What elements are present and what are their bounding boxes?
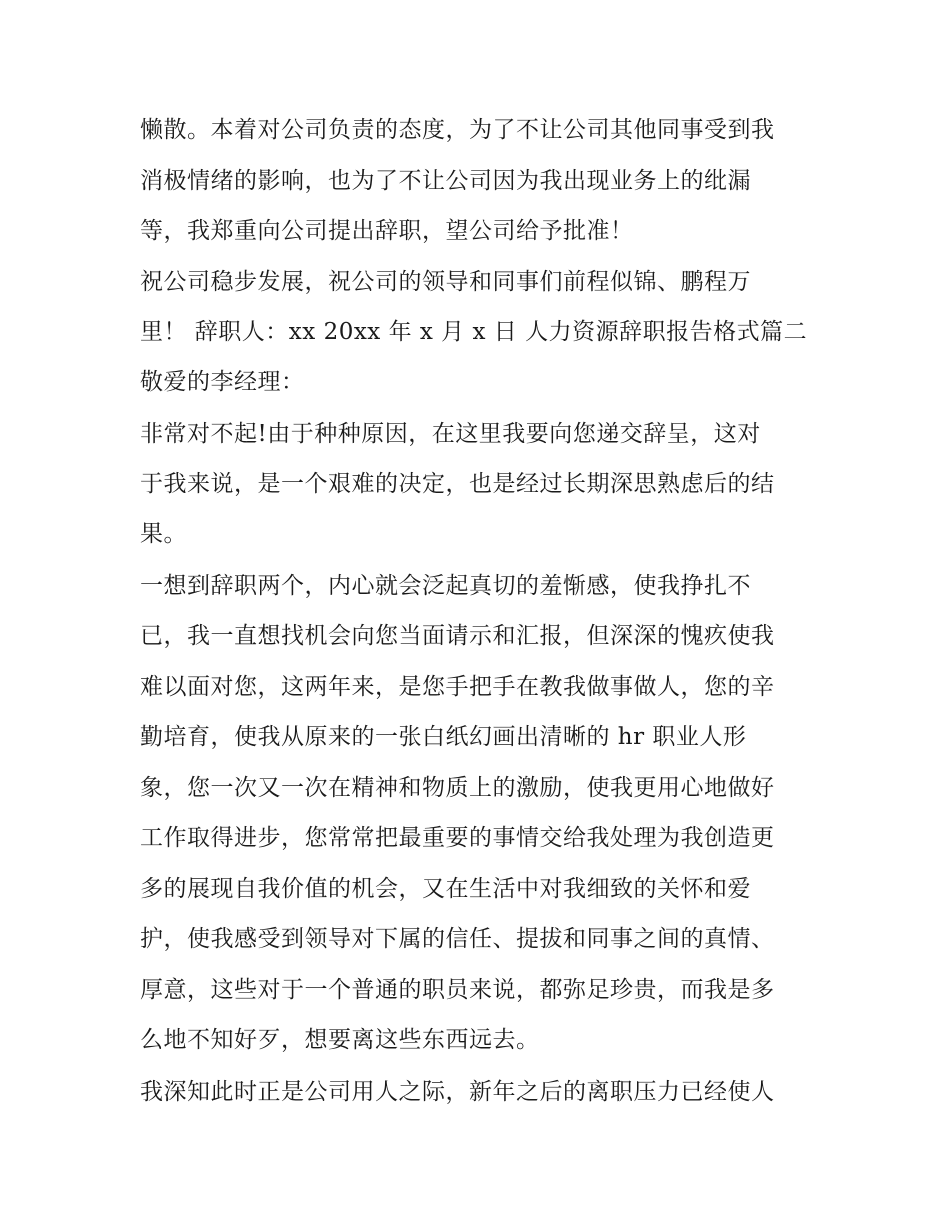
text-line: 果。 (140, 521, 187, 547)
text-line: 象，您一次又一次在精神和物质上的激励，使我更用心地做好 (140, 775, 775, 801)
text-line: 已，我一直想找机会向您当面请示和汇报，但深深的愧疚使我 (140, 623, 775, 649)
text-line: 我深知此时正是公司用人之际，新年之后的离职压力已经使人 (140, 1079, 775, 1105)
text-line: 消极情绪的影响，也为了不让公司因为我出现业务上的纰漏 (140, 168, 751, 194)
text-line: 祝公司稳步发展，祝公司的领导和同事们前程似锦、鹏程万 (140, 269, 751, 295)
salutation: 敬爱的李经理： (140, 369, 305, 395)
text-line: 里！ 辞职人：xx 20xx 年 x 月 x 日 人力资源辞职报告格式篇二 (140, 319, 808, 345)
text-line: 懒散。本着对公司负责的态度，为了不让公司其他同事受到我 (140, 117, 775, 143)
text-line: 厚意，这些对于一个普通的职员来说，都弥足珍贵，而我是多 (140, 977, 775, 1003)
text-line: 多的展现自我价值的机会，又在生活中对我细致的关怀和爱 (140, 876, 751, 902)
text-line: 么地不知好歹，想要离这些东西远去。 (140, 1027, 540, 1053)
text-line: 等，我郑重向公司提出辞职，望公司给予批准！ (140, 218, 634, 244)
text-line: 于我来说，是一个艰难的决定，也是经过长期深思熟虑后的结 (140, 471, 775, 497)
text-line: 护，使我感受到领导对下属的信任、提拔和同事之间的真情、 (140, 926, 775, 952)
text-line: 工作取得进步，您常常把最重要的事情交给我处理为我创造更 (140, 825, 775, 851)
text-line: 一想到辞职两个，内心就会泛起真切的羞惭感，使我挣扎不 (140, 573, 751, 599)
text-line: 非常对不起!由于种种原因，在这里我要向您递交辞呈，这对 (140, 421, 761, 447)
text-line: 难以面对您，这两年来，是您手把手在教我做事做人，您的辛 (140, 674, 775, 700)
text-line: 勤培育，使我从原来的一张白纸幻画出清晰的 hr 职业人形 (140, 724, 747, 750)
